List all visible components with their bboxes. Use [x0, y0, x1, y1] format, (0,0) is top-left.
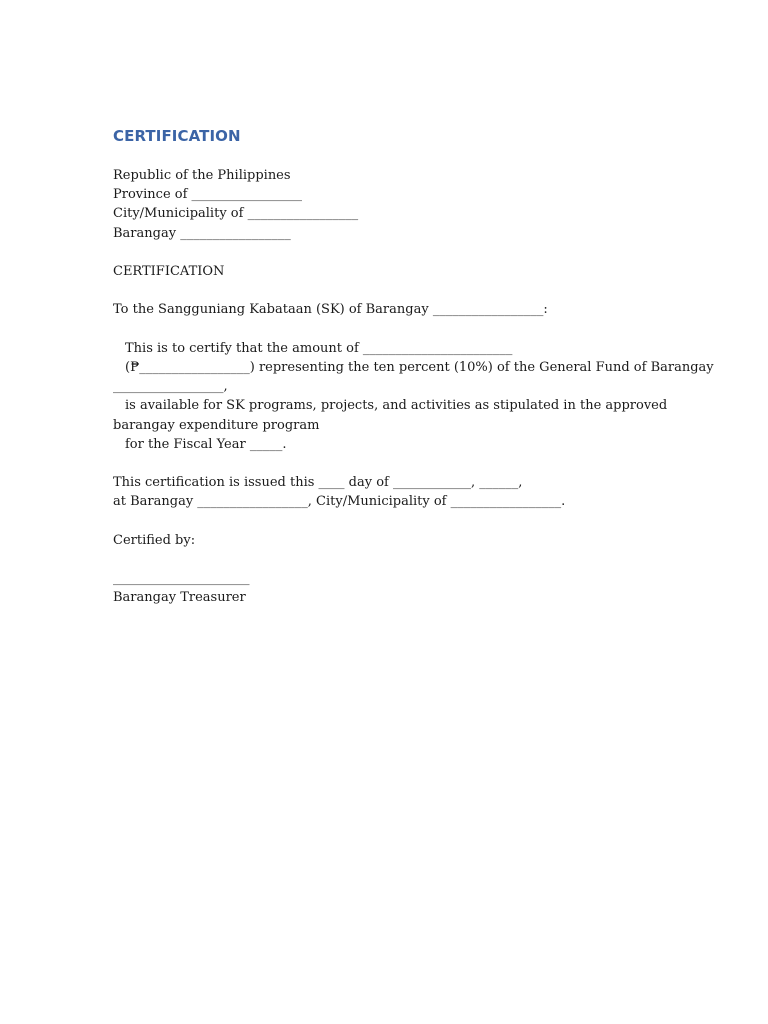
body-line-amount: This is to certify that the amount of _______________________	[125, 340, 513, 356]
header-line-country: Republic of the Philippines	[113, 168, 291, 183]
issued-line-location: at Barangay _________________, City/Municipality of _________________.	[113, 494, 566, 510]
body-line-availability: is available for SK programs, projects, and activities as stipulated in the approved	[125, 398, 668, 414]
body-line-fiscal-year: for the Fiscal Year _____.	[125, 436, 287, 452]
body-line-barangay-blank: _________________,	[113, 379, 228, 395]
body-line-expenditure-program: barangay expenditure program	[113, 417, 320, 433]
salutation: To the Sangguniang Kabataan (SK) of Barangay _________________:	[113, 302, 548, 318]
document-heading: CERTIFICATION	[113, 127, 241, 145]
spacer	[113, 243, 673, 262]
header-line-province: Province of _________________	[113, 187, 303, 203]
header-line-city: City/Municipality of _________________	[113, 206, 359, 222]
spacer	[113, 320, 673, 339]
signatory-title: Barangay Treasurer	[113, 590, 246, 606]
body-line-peso-amount: (₱_________________) representing the ten percent (10%) of the General Fund of Barangay	[125, 359, 714, 375]
spacer	[113, 512, 673, 531]
issued-line-date: This certification is issued this ____ day of ____________, ______,	[113, 475, 523, 491]
signature-blank: _____________________	[113, 571, 250, 587]
certification-subtitle: CERTIFICATION	[113, 264, 225, 279]
spacer	[113, 550, 673, 569]
header-line-barangay: Barangay _________________	[113, 225, 291, 241]
certified-by-label: Certified by:	[113, 532, 196, 548]
document-content	[113, 124, 714, 608]
spacer	[113, 281, 673, 300]
spacer	[113, 454, 673, 473]
